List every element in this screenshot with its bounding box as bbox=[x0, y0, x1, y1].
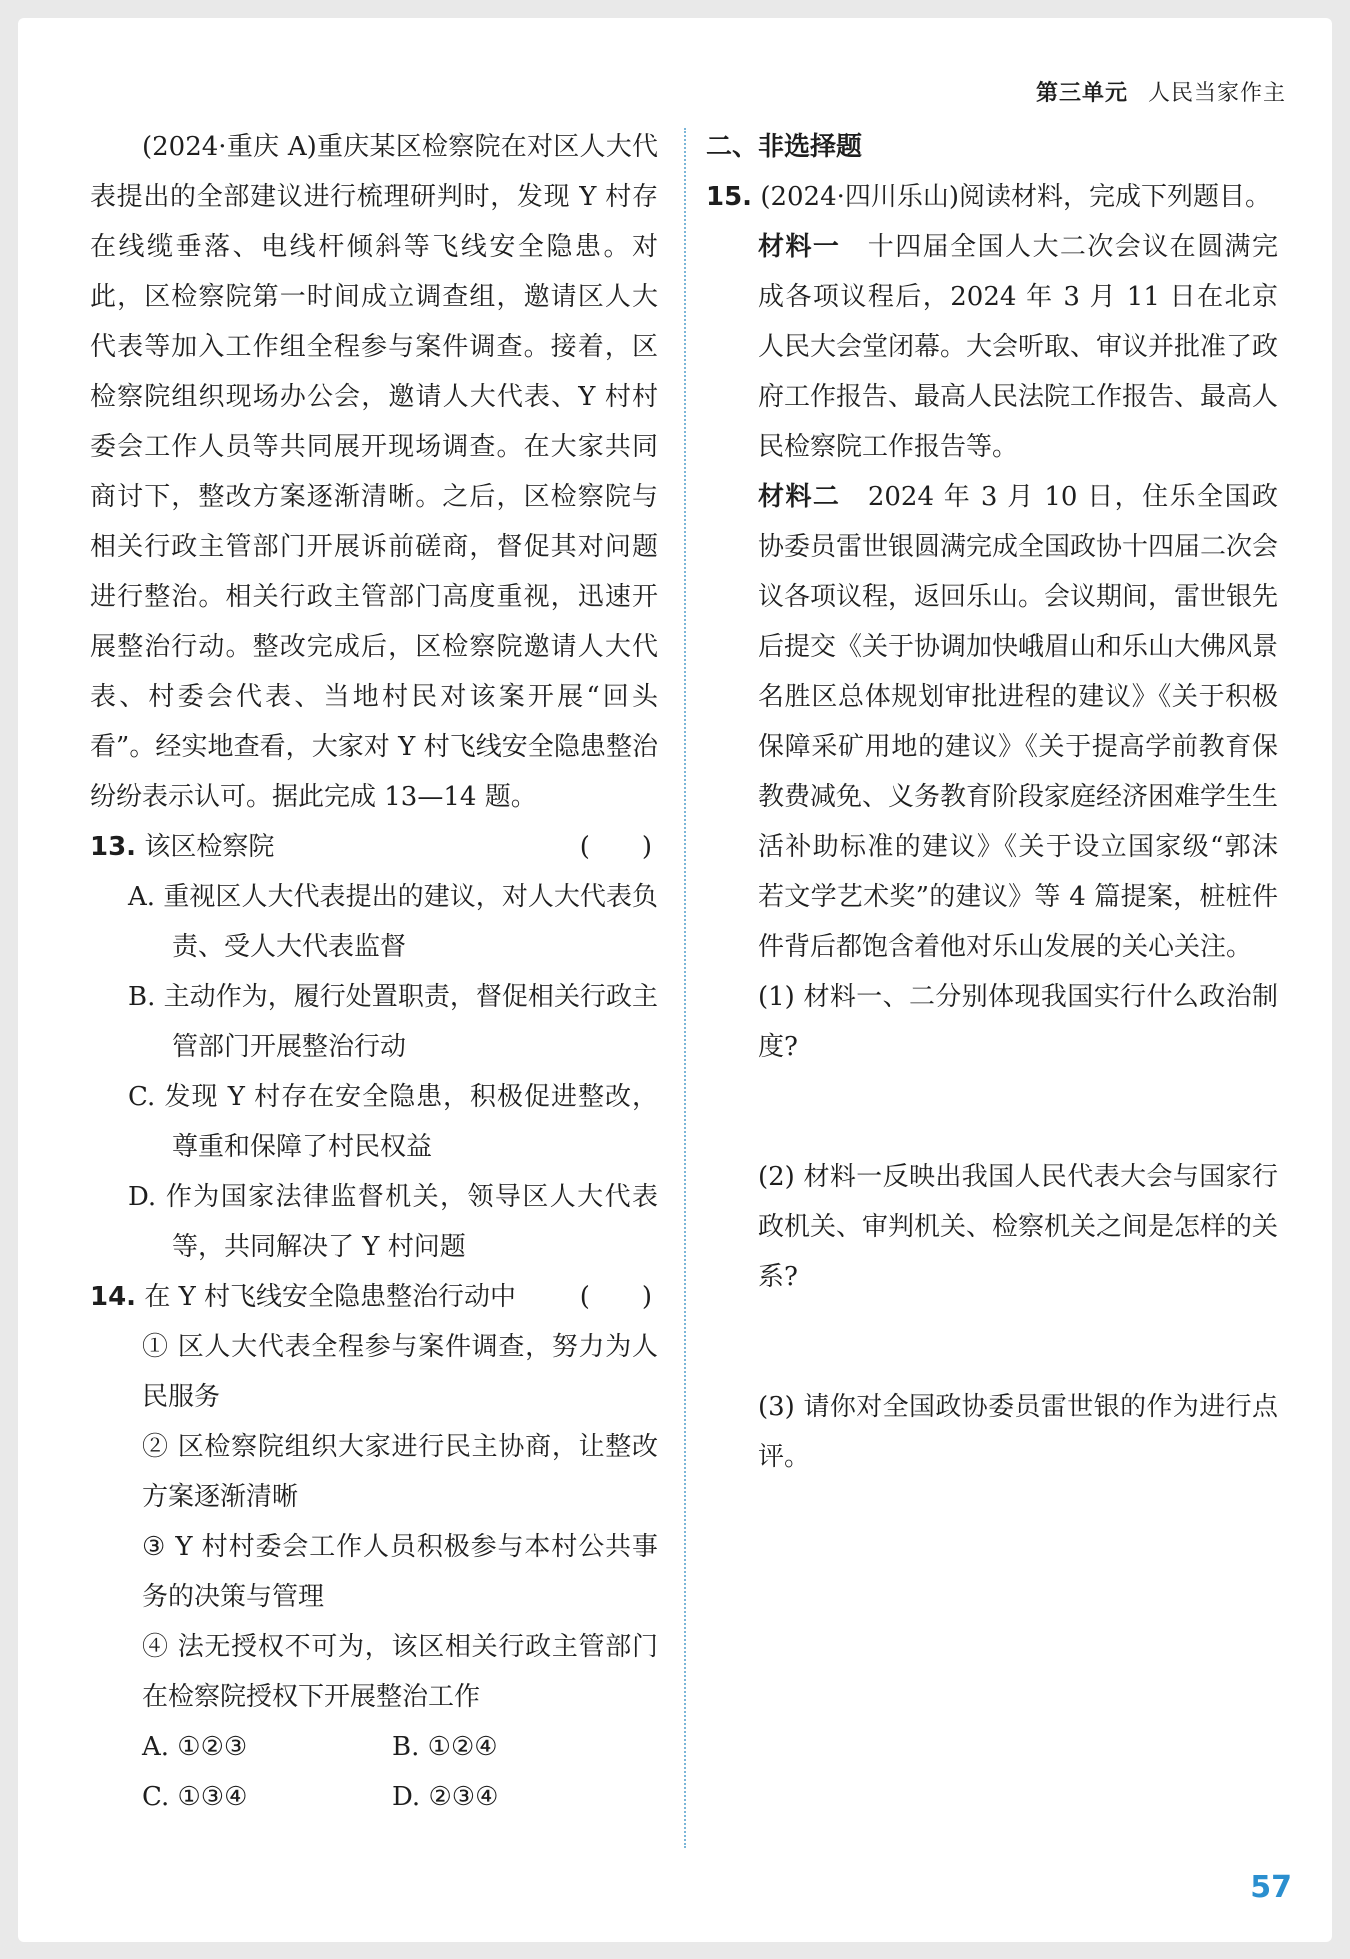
question-14 bbox=[90, 1272, 658, 1322]
answer-space-3[interactable] bbox=[706, 1482, 1278, 1562]
question-14-stem: 在 Y 村飞线安全隐患整治行动中 bbox=[144, 1282, 517, 1312]
question-13 bbox=[90, 822, 658, 872]
running-header bbox=[1036, 76, 1286, 107]
section-heading: 二、非选择题 bbox=[706, 132, 863, 162]
material-2-text: 2024 年 3 月 10 日，住乐全国政协委员雷世银圆满完成全国政协十四届二次会议各项议程，返回乐山。会议期间，雷世银先后提交《关于协调加快峨眉山和乐山大佛风景名胜区总体规划审批进程的建议》《关于积极保障采矿用地的建议》《关于提高学前教育保教费减免、义务教育阶段家庭经济困难学生生活补助标准的建议》《关于设立国家级“郭沫若文学艺术奖”的建议》等 4 篇提案，桩桩件件背后都饱含着他对乐山发展的关心关注。 bbox=[758, 482, 1279, 962]
q14-options-row-2 bbox=[90, 1772, 658, 1822]
question-15-number: 15. bbox=[706, 182, 753, 212]
q13-option-c: C. 发现 Y 村存在安全隐患，积极促进整改，尊重和保障了村民权益 bbox=[128, 1082, 658, 1162]
material-2 bbox=[706, 472, 1278, 972]
question-15-intro: (2024·四川乐山)阅读材料，完成下列题目。 bbox=[760, 182, 1272, 212]
q14-option-b: B. ①②④ bbox=[392, 1732, 498, 1762]
page-number: 57 bbox=[1250, 1870, 1292, 1905]
material-2-label: 材料二 bbox=[758, 482, 841, 512]
sub-question-1: (1) 材料一、二分别体现我国实行什么政治制度? bbox=[758, 982, 1278, 1062]
answer-blank-13[interactable]: ( ) bbox=[579, 832, 652, 862]
q14-statement-4: ④ 法无授权不可为，该区相关行政主管部门在检察院授权下开展整治工作 bbox=[142, 1632, 658, 1712]
sub-question-3: (3) 请你对全国政协委员雷世银的作为进行点评。 bbox=[758, 1392, 1278, 1472]
question-14-number: 14. bbox=[90, 1282, 137, 1312]
answer-space-2[interactable] bbox=[706, 1302, 1278, 1382]
reading-passage: (2024·重庆 A)重庆某区检察院在对区人大代表提出的全部建议进行梳理研判时，发现 Y 村存在线缆垂落、电线杆倾斜等飞线安全隐患。对此，区检察院第一时间成立调查组，邀请区人大代表等加入工作组全程参与案件调查。接着，区检察院组织现场办公会，邀请人大代表、Y 村村委会工作人员等共同展开现场调查。在大家共同商讨下，整改方案逐渐清晰。之后，区检察院与相关行政主管部门开展诉前磋商，督促其对问题进行整治。相关行政主管部门高度重视，迅速开展整治行动。整改完成后，区检察院邀请人大代表、村委会代表、当地村民对该案开展“回头看”。经实地查看，大家对 Y 村飞线安全隐患整治纷纷表示认可。据此完成 13—14 题。 bbox=[90, 132, 658, 812]
question-13-stem: 该区检察院 bbox=[144, 832, 275, 862]
material-1 bbox=[706, 222, 1278, 472]
q13-option-d: D. 作为国家法律监督机关，领导区人大代表等，共同解决了 Y 村问题 bbox=[128, 1182, 658, 1262]
left-column bbox=[90, 122, 658, 1822]
q13-option-b: B. 主动作为，履行处置职责，督促相关行政主管部门开展整治行动 bbox=[128, 982, 658, 1062]
unit-title: 人民当家作主 bbox=[1147, 81, 1286, 106]
q13-option-a: A. 重视区人大代表提出的建议，对人大代表负责、受人大代表监督 bbox=[128, 882, 658, 962]
q14-option-a: A. ①②③ bbox=[142, 1732, 248, 1762]
q14-statement-2: ② 区检察院组织大家进行民主协商，让整改方案逐渐清晰 bbox=[142, 1432, 658, 1512]
q14-option-d: D. ②③④ bbox=[392, 1782, 499, 1812]
material-1-text: 十四届全国人大二次会议在圆满完成各项议程后，2024 年 3 月 11 日在北京人民大会堂闭幕。大会听取、审议并批准了政府工作报告、最高人民法院工作报告、最高人民检察院工作报告等。 bbox=[758, 232, 1279, 462]
unit-label: 第三单元 bbox=[1035, 81, 1128, 106]
q14-statement-1: ① 区人大代表全程参与案件调查，努力为人民服务 bbox=[142, 1332, 658, 1412]
column-divider bbox=[684, 128, 686, 1848]
sub-question-2: (2) 材料一反映出我国人民代表大会与国家行政机关、审判机关、检察机关之间是怎样的关系? bbox=[758, 1162, 1279, 1292]
q14-option-c: C. ①③④ bbox=[142, 1782, 248, 1812]
question-15 bbox=[706, 172, 1278, 222]
material-1-label: 材料一 bbox=[758, 232, 841, 262]
right-column bbox=[706, 122, 1278, 1562]
answer-space-1[interactable] bbox=[706, 1072, 1278, 1152]
question-13-number: 13. bbox=[90, 832, 137, 862]
answer-blank-14[interactable]: ( ) bbox=[579, 1282, 652, 1312]
q14-options-row-1 bbox=[90, 1722, 658, 1772]
q14-statement-3: ③ Y 村村委会工作人员积极参与本村公共事务的决策与管理 bbox=[142, 1532, 658, 1612]
